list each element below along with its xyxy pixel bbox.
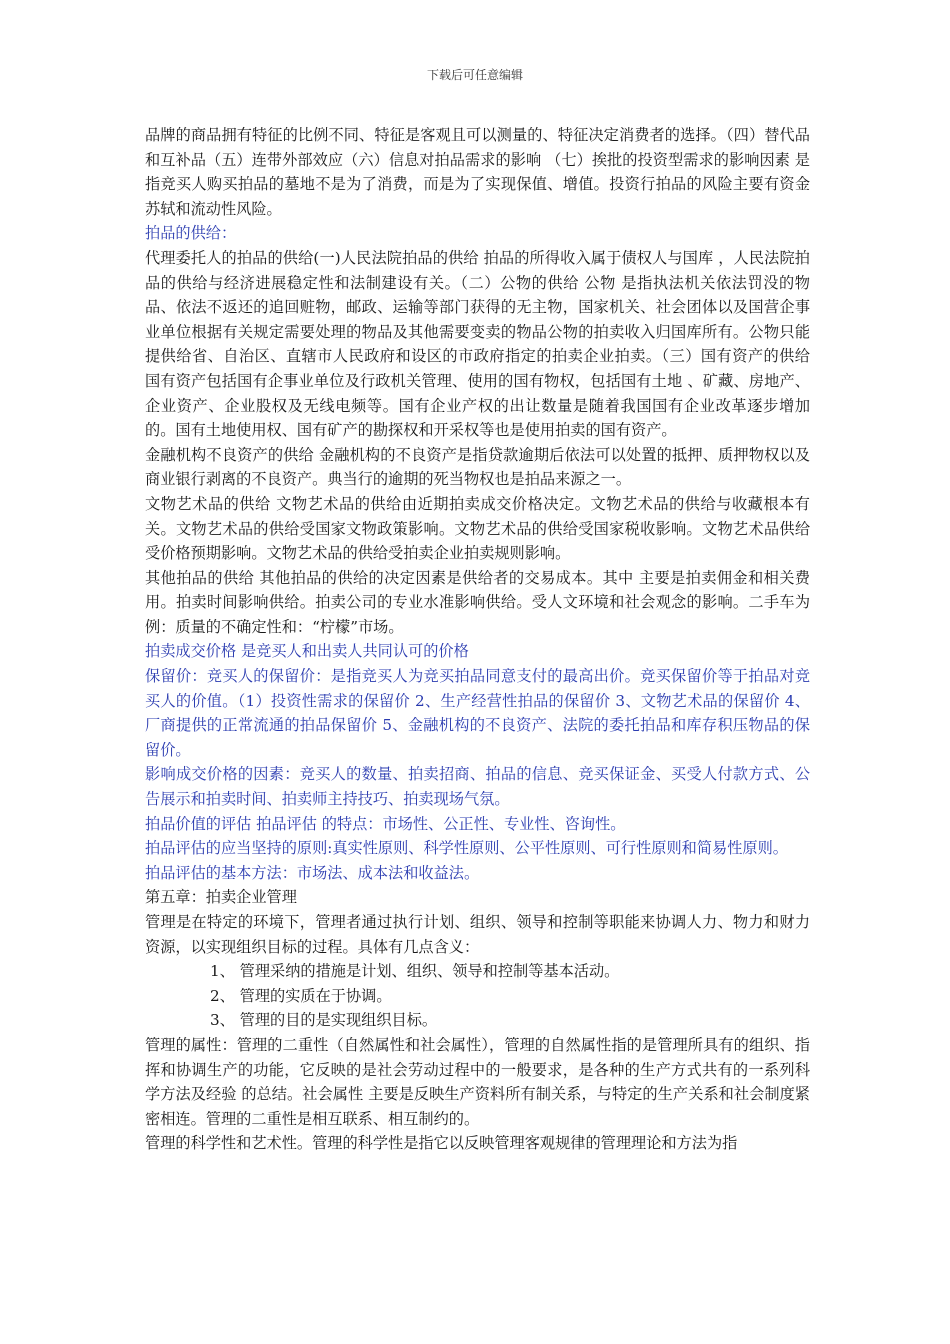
- paragraph: 管理的科学性和艺术性。管理的科学性是指它以反映管理客观规律的管理理论和方法为指: [145, 1134, 738, 1153]
- paragraph: 管理的属性：管理的二重性（自然属性和社会属性），管理的自然属性指的是管理所具有的组织、指挥和协调生产的功能，它反映的是社会劳动过程中的一般要求，是各种的生产方式共有的一系列科学方法及经验 的总结。社会属性 主要是反映生产资料所有制关系，与特定的生产关系和社会制度紧密相连。管理的二重性是相互联系、相互制约的。: [145, 1035, 810, 1128]
- highlighted-paragraph: 拍卖成交价格 是竞买人和出卖人共同认可的价格: [145, 642, 469, 661]
- document-body: [145, 123, 810, 1156]
- highlighted-paragraph: 拍品价值的评估 拍品评估 的特点：市场性、公正性、专业性、咨询性。: [145, 814, 626, 833]
- highlighted-paragraph: 保留价：竞买人的保留价：是指竞买人为竞买拍品同意支付的最高出价。竞买保留价等于拍品对竞买人的价值。（1）投资性需求的保留价 2、生产经营性拍品的保留价 3、文物艺术品的保留价 4、厂商提供的正常流通的拍品保留价 5、金融机构的不良资产、法院的委托拍品和库存积压物品的保留价。: [145, 667, 810, 759]
- page-header: 下载后可任意编辑: [426, 68, 523, 82]
- paragraph: 代理委托人的拍品的供给(一)人民法院拍品的供给 拍品的所得收入属于债权人与国库 ，人民法院拍品的供给与经济进展稳定性和法制建设有关。（二）公物的供给 公物 是指执法机关依法罚没的物品、依法不返还的追回赃物，邮政、运输等部门获得的无主物，国家机关、社会团体以及国营企事业单位根据有关规定需要处理的物品及其他需要变卖的物品公物的拍卖收入归国库所有。公物只能提供给省、自治区、直辖市人民政府和设区的市政府指定的拍卖企业拍卖。（三）国有资产的供给 国有资产包括国有企事业单位及行政机关管理、使用的国有物权，包括国有土地 、矿藏、房地产、企业资产、企业股权及无线电频等。国有企业产权的出让数量是随着我国国有企业改革逐步增加的。国有土地使用权、国有矿产的勘探权和开采权等也是使用拍卖的国有资产。: [145, 248, 810, 440]
- paragraph: 文物艺术品的供给 文物艺术品的供给由近期拍卖成交价格决定。文物艺术品的供给与收藏根本有关。文物艺术品的供给受国家文物政策影响。文物艺术品的供给受国家税收影响。文物艺术品供给受价格预期影响。文物艺术品的供给受拍卖企业拍卖规则影响。: [145, 494, 810, 563]
- paragraph: 其他拍品的供给 其他拍品的供给的决定因素是供给者的交易成本。其中 主要是拍卖佣金和相关费用。拍卖时间影响供给。拍卖公司的专业水准影响供给。受人文环境和社会观念的影响。二手车为例：质量的不确定性和：“柠檬”市场。: [145, 568, 810, 636]
- highlighted-paragraph: 影响成交价格的因素：竞买人的数量、拍卖招商、拍品的信息、竞买保证金、买受人付款方式、公告展示和拍卖时间、拍卖师主持技巧、拍卖现场气氛。: [145, 765, 810, 809]
- paragraph: 管理是在特定的环境下，管理者通过执行计划、组织、领导和控制等职能来协调人力、物力和财力资源，以实现组织目标的过程。具体有几点含义：: [145, 913, 810, 956]
- list-item: 2、 管理的实质在于协调。: [210, 986, 392, 1005]
- highlighted-paragraph: 拍品评估的基本方法：市场法、成本法和收益法。: [145, 863, 480, 882]
- paragraph: 品牌的商品拥有特征的比例不同、特征是客观且可以测量的、特征决定消费者的选择。（四）替代品和互补品（五）连带外部效应（六）信息对拍品需求的影响 （七）挨批的投资型需求的影响因素 是指竞买人购买拍品的墓地不是为了消费，而是为了实现保值、增值。投资行拍品的风险主要有资金苏轼和流动性风险。: [145, 126, 810, 218]
- list-item: 3、 管理的目的是实现组织目标。: [210, 1011, 438, 1030]
- highlighted-paragraph: 拍品的供给：: [145, 224, 237, 243]
- paragraph: 第五章：拍卖企业管理: [145, 888, 297, 907]
- highlighted-paragraph: 拍品评估的应当坚持的原则:真实性原则、科学性原则、公平性原则、可行性原则和简易性原则。: [145, 839, 788, 858]
- paragraph: 金融机构不良资产的供给 金融机构的不良资产是指贷款逾期后依法可以处置的抵押、质押物权以及商业银行剥离的不良资产。典当行的逾期的死当物权也是拍品来源之一。: [145, 445, 810, 489]
- list-item: 1、 管理采纳的措施是计划、组织、领导和控制等基本活动。: [210, 962, 620, 981]
